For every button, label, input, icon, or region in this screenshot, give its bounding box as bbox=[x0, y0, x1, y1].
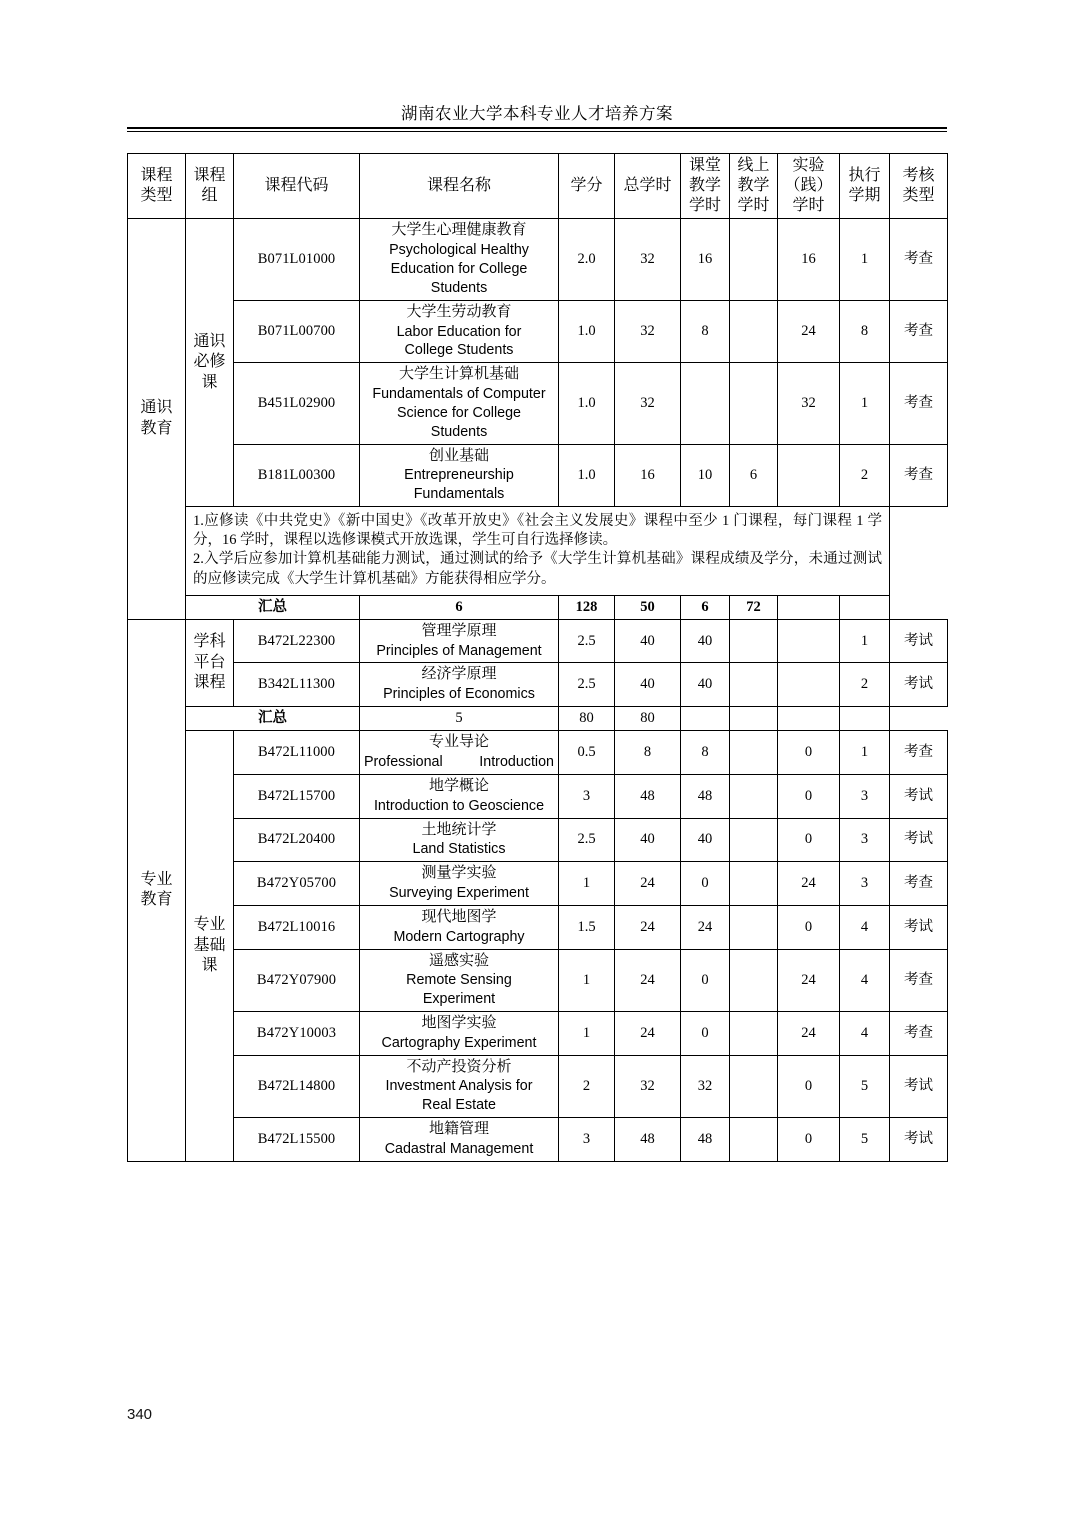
course-name-en: Land Statistics bbox=[412, 841, 506, 858]
course-name-cell bbox=[360, 219, 559, 300]
course-name-en: Professional Introduction bbox=[364, 754, 554, 771]
course-name-cell bbox=[360, 862, 559, 906]
col-header-course-type: 课程 类型 bbox=[128, 154, 186, 219]
credits-cell: 1.5 bbox=[559, 905, 615, 949]
course-name-cell bbox=[360, 905, 559, 949]
total-assessment-cell bbox=[840, 707, 890, 731]
course-name-en: Cadastral Management bbox=[384, 1140, 534, 1157]
course-name-zh: 经济学原理 bbox=[421, 666, 497, 683]
course-name-zh: 大学生计算机基础 bbox=[398, 366, 519, 383]
table-row bbox=[128, 663, 948, 707]
credits-cell: 2.0 bbox=[559, 219, 615, 300]
classroom-hours-cell: 32 bbox=[681, 1055, 730, 1118]
table-row bbox=[128, 949, 948, 1012]
credits-cell: 2 bbox=[559, 1055, 615, 1118]
classroom-hours-cell: 40 bbox=[681, 663, 730, 707]
course-name-zh: 不动产投资分析 bbox=[406, 1058, 512, 1075]
note-paragraph: 2.入学后应参加计算机基础能力测试，通过测试的给予《大学生计算机基础》课程成绩及学分，未通过测试的应修读完成《大学生计算机基础》方能获得相应学分。 bbox=[193, 551, 882, 587]
classroom-hours-cell: 40 bbox=[681, 619, 730, 663]
total-hours-cell: 16 bbox=[615, 444, 681, 507]
total-hours-cell: 40 bbox=[615, 619, 681, 663]
semester-cell: 1 bbox=[840, 219, 890, 300]
course-name-en: Modern Cartography bbox=[393, 928, 525, 945]
course-name-cell bbox=[360, 619, 559, 663]
assessment-cell: 考查 bbox=[890, 862, 948, 906]
table-row bbox=[128, 1012, 948, 1056]
course-name-zh: 大学生心理健康教育 bbox=[391, 222, 527, 239]
course-code-cell: B071L01000 bbox=[234, 219, 360, 300]
course-code-cell: B451L02900 bbox=[234, 363, 360, 444]
course-name-cell bbox=[360, 363, 559, 444]
total-hours-cell: 24 bbox=[615, 949, 681, 1012]
experiment-hours-cell: 32 bbox=[778, 363, 840, 444]
course-name-zh: 管理学原理 bbox=[421, 622, 497, 639]
total-hours-cell: 32 bbox=[615, 219, 681, 300]
col-header-course-group: 课程 组 bbox=[186, 154, 234, 219]
total-experiment-hours-cell bbox=[730, 707, 778, 731]
classroom-hours-cell: 24 bbox=[681, 905, 730, 949]
course-name-en: Principles of Management bbox=[376, 642, 542, 659]
total-credits-cell: 6 bbox=[360, 595, 559, 619]
credits-cell: 1.0 bbox=[559, 363, 615, 444]
online-hours-cell: 6 bbox=[730, 444, 778, 507]
course-code-cell: B181L00300 bbox=[234, 444, 360, 507]
col-header-classroom-hours: 课堂 教学 学时 bbox=[681, 154, 730, 219]
table-row bbox=[128, 862, 948, 906]
total-classroom-hours-cell: 80 bbox=[615, 707, 681, 731]
online-hours-cell bbox=[730, 363, 778, 444]
assessment-cell: 考查 bbox=[890, 949, 948, 1012]
semester-cell: 4 bbox=[840, 905, 890, 949]
course-name-zh: 大学生劳动教育 bbox=[406, 303, 512, 320]
credits-cell: 1 bbox=[559, 949, 615, 1012]
assessment-cell: 考试 bbox=[890, 774, 948, 818]
total-hours-cell: 40 bbox=[615, 818, 681, 862]
semester-cell: 8 bbox=[840, 300, 890, 363]
experiment-hours-cell: 0 bbox=[778, 731, 840, 775]
credits-cell: 1.0 bbox=[559, 444, 615, 507]
course-type-cell: 专业 教育 bbox=[128, 619, 186, 1161]
total-hours-cell: 48 bbox=[615, 774, 681, 818]
table-row bbox=[128, 219, 948, 300]
semester-cell: 1 bbox=[840, 363, 890, 444]
course-code-cell: B472L20400 bbox=[234, 818, 360, 862]
credits-cell: 0.5 bbox=[559, 731, 615, 775]
semester-cell: 3 bbox=[840, 774, 890, 818]
experiment-hours-cell: 0 bbox=[778, 905, 840, 949]
total-hours-cell: 80 bbox=[559, 707, 615, 731]
col-header-credits: 学分 bbox=[559, 154, 615, 219]
table-row bbox=[128, 1118, 948, 1162]
experiment-hours-cell: 0 bbox=[778, 1055, 840, 1118]
course-name-en: Entrepreneurship Fundamentals bbox=[404, 467, 514, 503]
course-name-cell bbox=[360, 774, 559, 818]
course-group-cell: 通识 必修 课 bbox=[186, 219, 234, 507]
course-name-zh: 创业基础 bbox=[428, 447, 489, 464]
credits-cell: 2.5 bbox=[559, 619, 615, 663]
notes-cell bbox=[186, 507, 890, 596]
assessment-cell: 考试 bbox=[890, 1118, 948, 1162]
total-hours-cell: 128 bbox=[559, 595, 615, 619]
col-header-online-hours: 线上 教学 学时 bbox=[730, 154, 778, 219]
semester-cell: 5 bbox=[840, 1118, 890, 1162]
table-row bbox=[128, 300, 948, 363]
header-row bbox=[128, 154, 948, 219]
assessment-cell: 考查 bbox=[890, 219, 948, 300]
experiment-hours-cell: 0 bbox=[778, 818, 840, 862]
total-row bbox=[128, 595, 948, 619]
table-row bbox=[128, 774, 948, 818]
table-body bbox=[128, 219, 948, 1161]
course-name-zh: 土地统计学 bbox=[421, 821, 497, 838]
total-classroom-hours-cell: 50 bbox=[615, 595, 681, 619]
running-header: 湖南农业大学本科专业人才培养方案 bbox=[401, 104, 673, 123]
semester-cell: 4 bbox=[840, 1012, 890, 1056]
total-hours-cell: 24 bbox=[615, 905, 681, 949]
assessment-cell: 考试 bbox=[890, 1055, 948, 1118]
online-hours-cell bbox=[730, 774, 778, 818]
total-experiment-hours-cell: 72 bbox=[730, 595, 778, 619]
classroom-hours-cell: 0 bbox=[681, 1012, 730, 1056]
semester-cell: 2 bbox=[840, 663, 890, 707]
semester-cell: 3 bbox=[840, 862, 890, 906]
table-row bbox=[128, 363, 948, 444]
credits-cell: 2.5 bbox=[559, 663, 615, 707]
course-code-cell: B472Y10003 bbox=[234, 1012, 360, 1056]
course-name-cell bbox=[360, 444, 559, 507]
table-row bbox=[128, 1055, 948, 1118]
online-hours-cell bbox=[730, 862, 778, 906]
table-header bbox=[128, 154, 948, 219]
col-header-experiment-hours: 实验 （践） 学时 bbox=[778, 154, 840, 219]
total-hours-cell: 48 bbox=[615, 1118, 681, 1162]
col-header-assessment: 考核 类型 bbox=[890, 154, 948, 219]
experiment-hours-cell: 0 bbox=[778, 1118, 840, 1162]
course-name-zh: 专业导论 bbox=[428, 734, 489, 751]
total-label-cell: 汇总 bbox=[186, 595, 360, 619]
course-code-cell: B472L15500 bbox=[234, 1118, 360, 1162]
experiment-hours-cell bbox=[778, 619, 840, 663]
course-name-zh: 遥感实验 bbox=[428, 952, 489, 969]
experiment-hours-cell: 16 bbox=[778, 219, 840, 300]
header-rule bbox=[127, 127, 947, 129]
online-hours-cell bbox=[730, 731, 778, 775]
semester-cell: 3 bbox=[840, 818, 890, 862]
col-header-total-hours: 总学时 bbox=[615, 154, 681, 219]
course-name-en: Surveying Experiment bbox=[389, 884, 529, 901]
credits-cell: 1.0 bbox=[559, 300, 615, 363]
table-row bbox=[128, 905, 948, 949]
col-header-course-name: 课程名称 bbox=[360, 154, 559, 219]
classroom-hours-cell: 8 bbox=[681, 300, 730, 363]
assessment-cell: 考试 bbox=[890, 905, 948, 949]
credits-cell: 3 bbox=[559, 774, 615, 818]
course-name-zh: 测量学实验 bbox=[421, 865, 497, 882]
total-assessment-cell bbox=[840, 595, 890, 619]
course-code-cell: B472Y05700 bbox=[234, 862, 360, 906]
total-hours-cell: 40 bbox=[615, 663, 681, 707]
credits-cell: 1 bbox=[559, 862, 615, 906]
table-row bbox=[128, 619, 948, 663]
semester-cell: 5 bbox=[840, 1055, 890, 1118]
course-name-en: Principles of Economics bbox=[383, 686, 535, 703]
online-hours-cell bbox=[730, 818, 778, 862]
experiment-hours-cell bbox=[778, 444, 840, 507]
online-hours-cell bbox=[730, 663, 778, 707]
semester-cell: 1 bbox=[840, 731, 890, 775]
course-name-en: Investment Analysis for Real Estate bbox=[385, 1078, 533, 1114]
credits-cell: 3 bbox=[559, 1118, 615, 1162]
course-group-cell: 学科 平台 课程 bbox=[186, 619, 234, 706]
assessment-cell: 考试 bbox=[890, 619, 948, 663]
course-name-zh: 地籍管理 bbox=[428, 1121, 489, 1138]
total-online-hours-cell: 6 bbox=[681, 595, 730, 619]
classroom-hours-cell: 0 bbox=[681, 862, 730, 906]
semester-cell: 1 bbox=[840, 619, 890, 663]
experiment-hours-cell: 24 bbox=[778, 862, 840, 906]
table-row bbox=[128, 818, 948, 862]
total-row bbox=[128, 707, 948, 731]
total-semester-cell bbox=[778, 707, 840, 731]
online-hours-cell bbox=[730, 1118, 778, 1162]
course-name-en: Labor Education for College Students bbox=[396, 323, 522, 359]
course-code-cell: B472L22300 bbox=[234, 619, 360, 663]
course-name-en: Cartography Experiment bbox=[381, 1034, 537, 1051]
col-header-course-code: 课程代码 bbox=[234, 154, 360, 219]
course-code-cell: B071L00700 bbox=[234, 300, 360, 363]
assessment-cell: 考查 bbox=[890, 363, 948, 444]
experiment-hours-cell: 24 bbox=[778, 949, 840, 1012]
total-label-cell: 汇总 bbox=[186, 707, 360, 731]
table-row bbox=[128, 731, 948, 775]
total-hours-cell: 8 bbox=[615, 731, 681, 775]
course-name-cell bbox=[360, 1012, 559, 1056]
course-name-cell bbox=[360, 300, 559, 363]
experiment-hours-cell: 0 bbox=[778, 774, 840, 818]
online-hours-cell bbox=[730, 219, 778, 300]
experiment-hours-cell: 24 bbox=[778, 1012, 840, 1056]
total-online-hours-cell bbox=[681, 707, 730, 731]
course-name-cell bbox=[360, 949, 559, 1012]
assessment-cell: 考查 bbox=[890, 1012, 948, 1056]
course-code-cell: B472L15700 bbox=[234, 774, 360, 818]
note-paragraph: 1.应修读《中共党史》《新中国史》《改革开放史》《社会主义发展史》课程中至少 1 门课程，每门课程 1 学分，16 学时，课程以选修课模式开放选课，学生可自行选择修读。 bbox=[193, 513, 882, 549]
experiment-hours-cell: 24 bbox=[778, 300, 840, 363]
online-hours-cell bbox=[730, 949, 778, 1012]
semester-cell: 2 bbox=[840, 444, 890, 507]
online-hours-cell bbox=[730, 1055, 778, 1118]
credits-cell: 1 bbox=[559, 1012, 615, 1056]
course-group-cell: 专业 基础 课 bbox=[186, 731, 234, 1162]
course-code-cell: B472L14800 bbox=[234, 1055, 360, 1118]
total-hours-cell: 32 bbox=[615, 363, 681, 444]
notes-row bbox=[128, 507, 948, 596]
assessment-cell: 考查 bbox=[890, 444, 948, 507]
page-number: 340 bbox=[127, 1406, 153, 1423]
classroom-hours-cell: 10 bbox=[681, 444, 730, 507]
course-code-cell: B472Y07900 bbox=[234, 949, 360, 1012]
classroom-hours-cell: 16 bbox=[681, 219, 730, 300]
course-code-cell: B342L11300 bbox=[234, 663, 360, 707]
classroom-hours-cell: 0 bbox=[681, 949, 730, 1012]
classroom-hours-cell: 48 bbox=[681, 774, 730, 818]
course-name-zh: 地学概论 bbox=[428, 777, 489, 794]
total-hours-cell: 32 bbox=[615, 1055, 681, 1118]
course-name-en: Psychological Healthy Education for College Students bbox=[389, 242, 529, 296]
experiment-hours-cell bbox=[778, 663, 840, 707]
total-semester-cell bbox=[778, 595, 840, 619]
course-name-cell bbox=[360, 663, 559, 707]
assessment-cell: 考试 bbox=[890, 663, 948, 707]
course-name-en: Introduction to Geoscience bbox=[373, 797, 545, 814]
assessment-cell: 考查 bbox=[890, 731, 948, 775]
assessment-cell: 考查 bbox=[890, 300, 948, 363]
table-row bbox=[128, 444, 948, 507]
semester-cell: 4 bbox=[840, 949, 890, 1012]
classroom-hours-cell: 40 bbox=[681, 818, 730, 862]
assessment-cell: 考试 bbox=[890, 818, 948, 862]
course-name-zh: 现代地图学 bbox=[421, 908, 497, 925]
online-hours-cell bbox=[730, 1012, 778, 1056]
course-type-cell: 通识 教育 bbox=[128, 219, 186, 619]
course-name-zh: 地图学实验 bbox=[421, 1015, 497, 1032]
classroom-hours-cell: 8 bbox=[681, 731, 730, 775]
total-hours-cell: 24 bbox=[615, 1012, 681, 1056]
total-hours-cell: 32 bbox=[615, 300, 681, 363]
course-name-en: Fundamentals of Computer Science for College Students bbox=[372, 386, 546, 440]
course-name-cell bbox=[360, 1055, 559, 1118]
total-credits-cell: 5 bbox=[360, 707, 559, 731]
online-hours-cell bbox=[730, 619, 778, 663]
course-name-cell bbox=[360, 818, 559, 862]
classroom-hours-cell: 48 bbox=[681, 1118, 730, 1162]
curriculum-table bbox=[127, 153, 948, 1162]
online-hours-cell bbox=[730, 300, 778, 363]
course-name-cell bbox=[360, 731, 559, 775]
course-name-cell bbox=[360, 1118, 559, 1162]
online-hours-cell bbox=[730, 905, 778, 949]
classroom-hours-cell bbox=[681, 363, 730, 444]
col-header-semester: 执行 学期 bbox=[840, 154, 890, 219]
course-name-en: Remote Sensing Experiment bbox=[406, 972, 512, 1008]
course-code-cell: B472L11000 bbox=[234, 731, 360, 775]
total-hours-cell: 24 bbox=[615, 862, 681, 906]
course-code-cell: B472L10016 bbox=[234, 905, 360, 949]
credits-cell: 2.5 bbox=[559, 818, 615, 862]
